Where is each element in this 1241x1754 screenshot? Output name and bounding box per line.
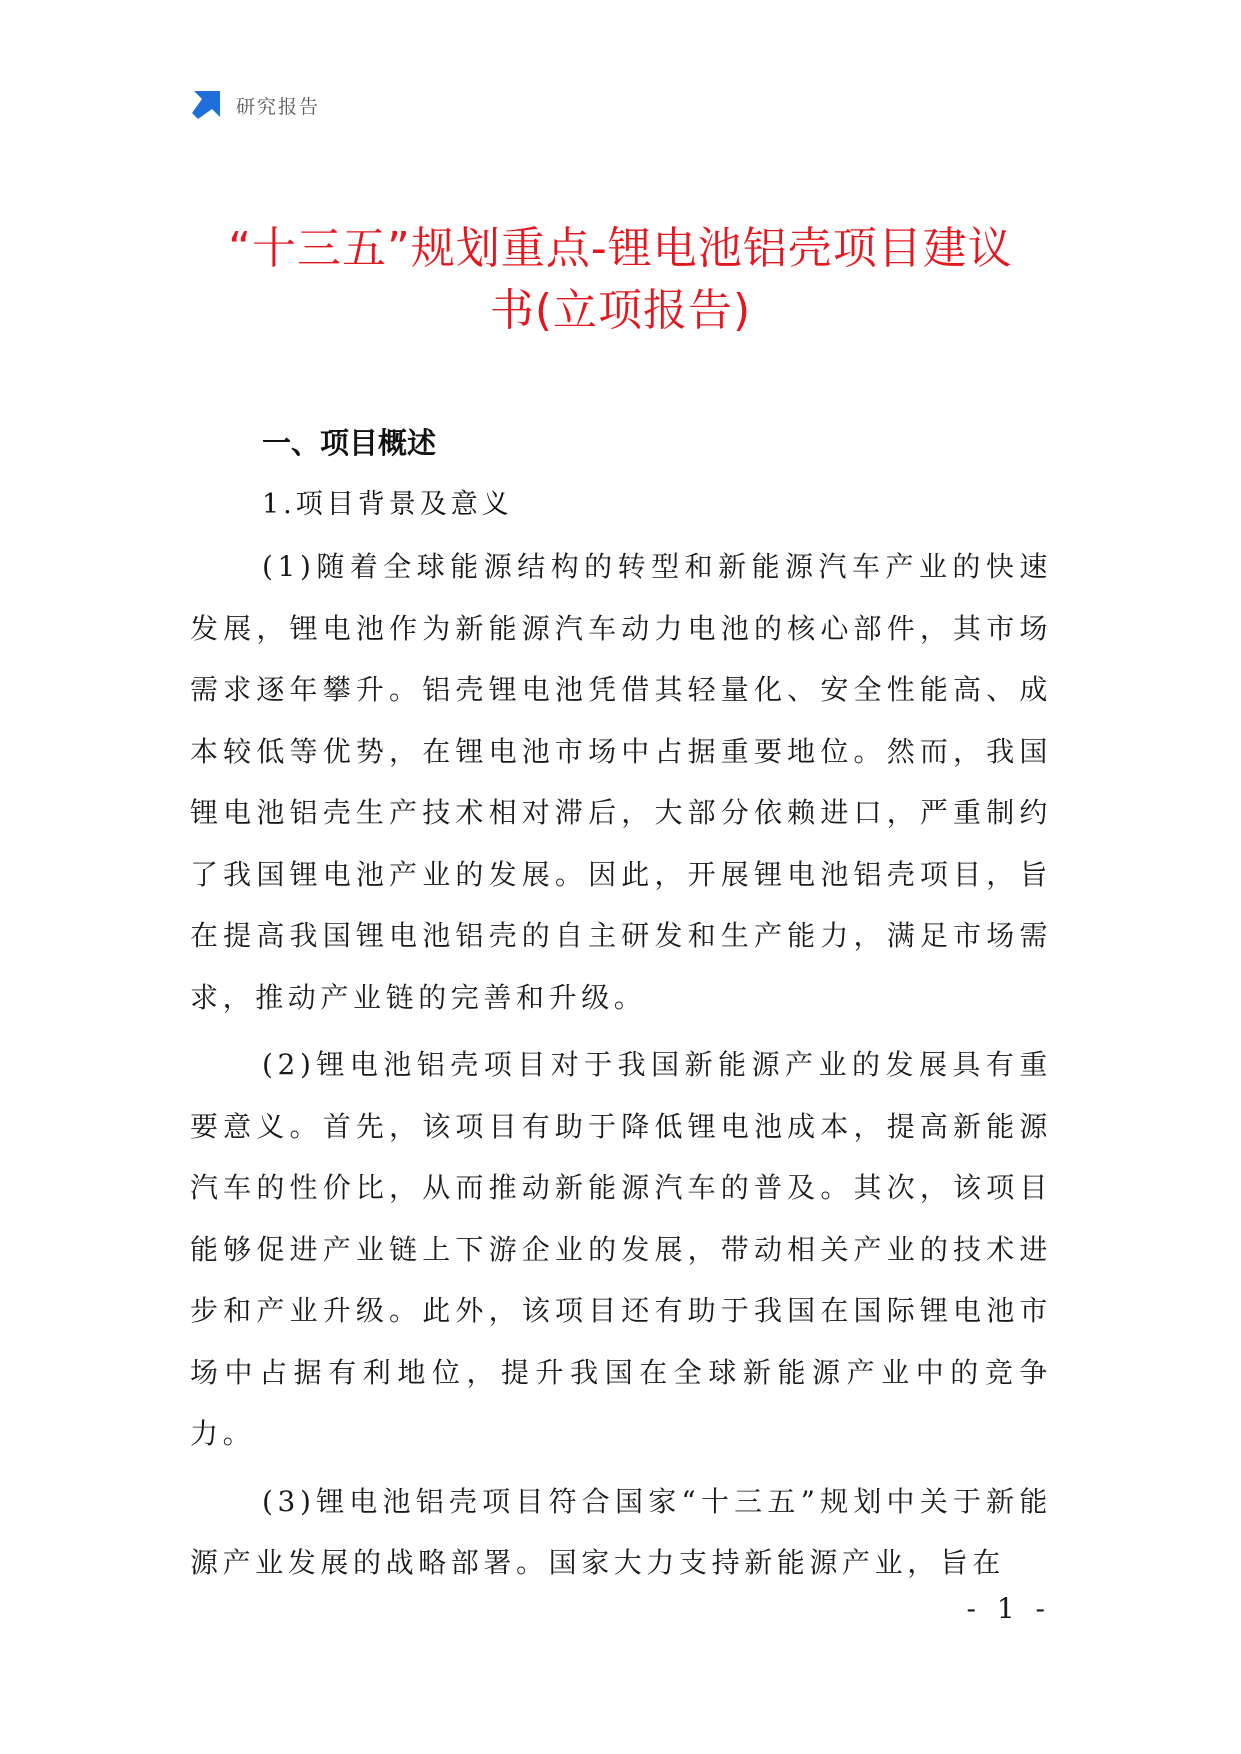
page-number: - 1 - xyxy=(966,1592,1051,1625)
section-heading: 一、项目概述 xyxy=(262,426,437,460)
document-title xyxy=(150,218,1091,342)
paragraph-3: (3)锂电池铝壳项目符合国家“十三五”规划中关于新能源产业发展的战略部署。国家大力支持新能源产业，旨在 xyxy=(190,1484,1052,1579)
paragraph-2: (2)锂电池铝壳项目对于我国新能源产业的发展具有重要意义。首先，该项目有助于降低锂电池成本，提高新能源汽车的性价比，从而推动新能源汽车的普及。其次，该项目能够促进产业链上下游企业的发展，带动相关产业的技术进步和产业升级。此外，该项目还有助于我国在国际锂电池市场中占据有利地位，提升我国在全球新能源产业中的竞争力。 xyxy=(190,1048,1052,1450)
document-body xyxy=(190,416,1052,1594)
arrow-up-right-icon xyxy=(190,89,222,121)
sub-heading: 1.项目背景及意义 xyxy=(262,489,513,520)
header-label: 研究报告 xyxy=(236,95,321,118)
paragraph-1: (1)随着全球能源结构的转型和新能源汽车产业的快速发展，锂电池作为新能源汽车动力电池的核心部件，其市场需求逐年攀升。铝壳锂电池凭借其轻量化、安全性能高、成本较低等优势，在锂电池市场中占据重要地位。然而，我国锂电池铝壳生产技术相对滞后，大部分依赖进口，严重制约了我国锂电池产业的发展。因此，开展锂电池铝壳项目，旨在提高我国锂电池铝壳的自主研发和生产能力，满足市场需求，推动产业链的完善和升级。 xyxy=(190,550,1052,1014)
report-header xyxy=(190,88,320,122)
title-line-2: 书(立项报告) xyxy=(489,285,752,336)
title-line-1: “十三五”规划重点-锂电池铝壳项目建议 xyxy=(228,223,1013,274)
